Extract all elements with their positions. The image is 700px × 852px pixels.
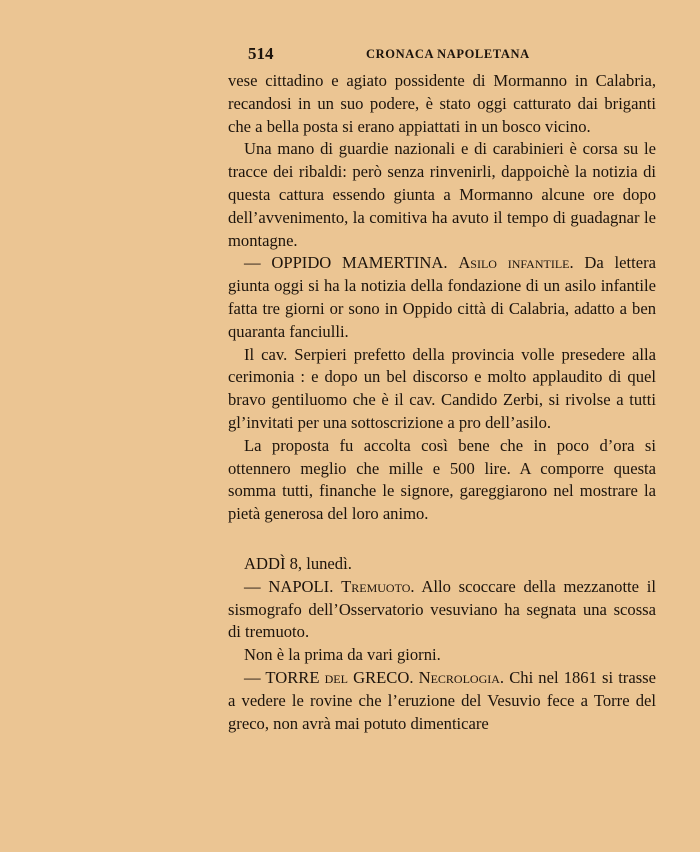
date-heading: ADDÌ 8, lunedì. [244,553,352,573]
torre-del: del [324,667,348,687]
oppido-heading: — OPPIDO MAMERTINA. [244,253,448,273]
torre-heading: — TORRE [244,667,320,687]
paragraph-continuation: vese cittadino e agiato possidente di Mormanno in Calabria, recandosi in un suo podere, è stato oggi catturato dai briganti che a bella posta si erano appiattati in un bosco vicino. [228,71,656,136]
paragraph-serpieri: Il cav. Serpieri prefetto della provincia volle presedere alla cerimonia : e dopo un bel discorso e molto applaudito di quel bravo gentiluomo che è il cav. Candido Zerbi, si rivolse a tutti gl’invitati per una sottoscrizione a pro dell’asilo. [228,344,656,432]
oppido-text: Da lettera giunta oggi si ha la notizia della fondazione di un asilo infantile fatta tre giorni or sono in Oppido città di Calabria, adatto a ben quaranta fanciulli. [228,253,656,341]
paragraph-torre [228,667,656,735]
page-header [226,44,656,68]
oppido-subject: Asilo infantile. [458,253,574,273]
torre-greco: GRECO. [353,667,414,687]
paragraph-oppido [228,252,656,343]
napoli-subject: Tremuoto. [341,576,415,596]
page-number: 514 [248,44,274,63]
running-title: CRONACA NAPOLETANA [366,47,530,61]
napoli-text: Allo scoccare della mezzanotte il sismografo dell’Osservatorio vesuviano ha segnata una scossa di tremuoto. [228,576,657,642]
paragraph-note: Non è la prima da vari giorni. [244,645,441,665]
body-text [228,70,656,735]
paragraph-subscription: La proposta fu accolta così bene che in poco d’ora si ottennero meglio che mille e 500 lire. A comporre questa somma tutti, finanche le signore, gareggiarono nel mostrare la pietà generosa del loro animo. [228,435,656,524]
torre-subject: Necrologia. [418,667,505,687]
torre-text: Chi nel 1861 si trasse a vedere le rovine che l’eruzione del Vesuvio fece a Torre del greco, non avrà mai potuto dimenticare [228,667,656,733]
paragraph-napoli [228,576,656,644]
napoli-heading: — NAPOLI. [244,576,334,596]
paragraph-guards: Una mano di guardie nazionali e di carabinieri è corsa su le tracce dei ribaldi: però senza rinvenirli, dappoichè la notizia di questa cattura essendo giunta a Mormanno alcune ore dopo dell’avvenimento, la comitiva ha avuto il tempo di guadagnar le montagne. [228,139,656,250]
